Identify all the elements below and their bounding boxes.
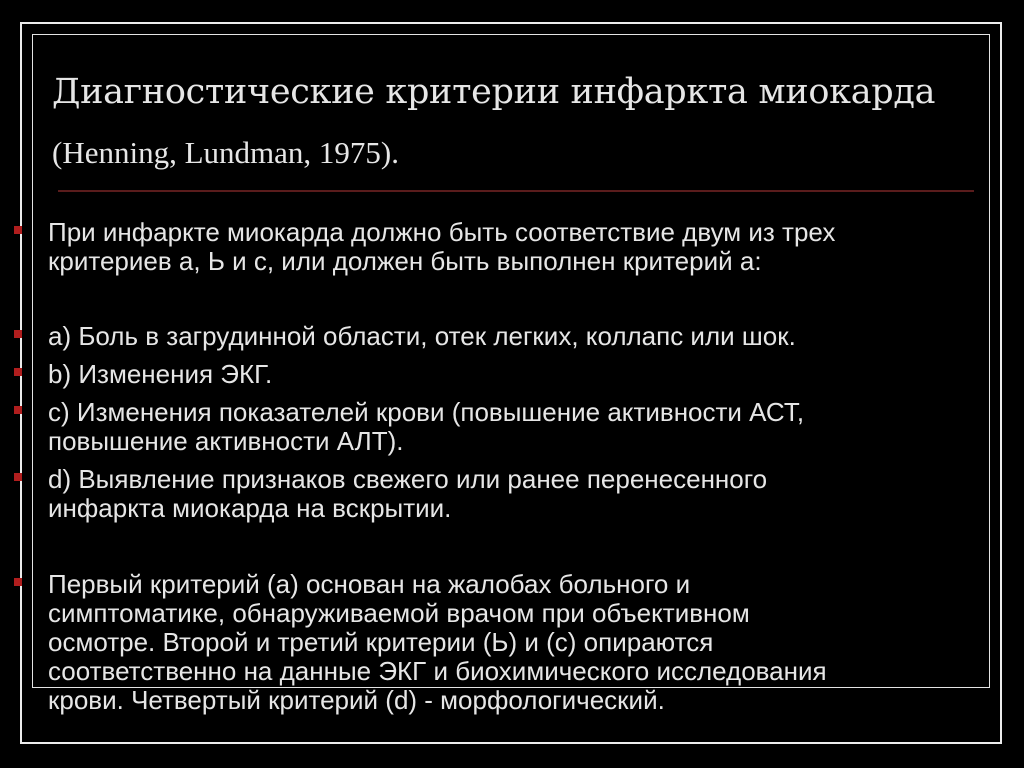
bullet-text-line: инфаркта миокарда на вскрытии.	[48, 493, 452, 523]
square-bullet-icon	[14, 368, 22, 376]
bullet-text-line: крови. Четвертый критерий (d) - морфологический.	[48, 685, 665, 715]
square-bullet-icon	[14, 578, 22, 586]
bullet-text-line: d) Выявление признаков свежего или ранее перенесенного	[48, 464, 768, 494]
bullet-text-line: симптоматике, обнаруживаемой врачом при объективном	[48, 598, 750, 628]
slide-subtitle: (Henning, Lundman, 1975).	[52, 135, 399, 170]
title-divider	[58, 190, 974, 192]
square-bullet-icon	[14, 330, 22, 338]
bullet-text-line: c) Изменения показателей крови (повышение активности АСТ,	[48, 397, 805, 427]
bullet-text-line: критериев а, Ь и с, или должен быть выполнен критерий а:	[48, 246, 762, 276]
bullet-text-line: При инфаркте миокарда должно быть соответствие двум из трех	[48, 217, 836, 247]
square-bullet-icon	[14, 406, 22, 414]
bullet-text-line: соответственно на данные ЭКГ и биохимического исследования	[48, 656, 827, 686]
bullet-text-line: Первый критерий (а) основан на жалобах больного и	[48, 569, 691, 599]
bullet-text-line: осмотре. Второй и третий критерии (Ь) и (с) опираются	[48, 627, 714, 657]
bullet-text-line: повышение активности АЛТ).	[48, 426, 404, 456]
slide-title: Диагностические критерии инфаркта миокарда	[52, 72, 936, 112]
square-bullet-icon	[14, 473, 22, 481]
bullet-text-line: b) Изменения ЭКГ.	[48, 359, 273, 389]
bullet-text-line: a) Боль в загрудинной области, отек легких, коллапс или шок.	[48, 321, 796, 351]
square-bullet-icon	[14, 226, 22, 234]
